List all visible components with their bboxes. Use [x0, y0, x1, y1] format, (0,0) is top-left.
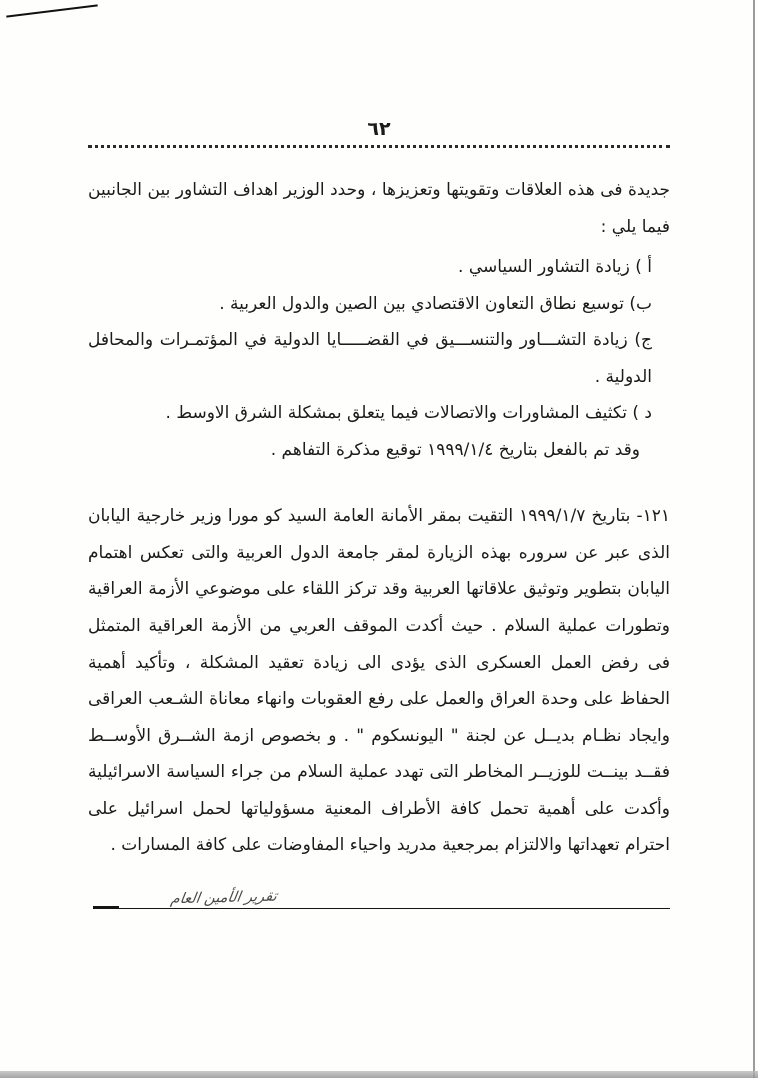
goals-list [88, 249, 670, 432]
handwritten-signature: تقرير الأمين العام [169, 888, 278, 908]
footer-rule [93, 908, 670, 909]
document-body [88, 172, 670, 864]
page-header [88, 118, 670, 148]
paragraph-intro: جديدة فى هذه العلاقات وتقويتها وتعزيزها ، وحدد الوزير اهداف التشاور بين الجانبين فيما يلي : [88, 180, 670, 237]
header-dotted-rule [88, 145, 670, 148]
list-item: ج) زيادة التشـــاور والتنســـيق في القضـــــايا الدولية في المؤتمـرات والمحافل الدولية . [88, 330, 652, 387]
memo-line: وقد تم بالفعل بتاريخ ١٩٩٩/١/٤ توقيع مذكرة التفاهم . [270, 439, 640, 460]
page-footer [93, 888, 670, 930]
list-item: ب) توسيع نطاق التعاون الاقتصادي بين الصين والدول العربية . [219, 293, 652, 314]
paragraph-121: ١٢١- بتاريخ ١٩٩٩/١/٧ التقيت بمقر الأمانة العامة السيد كو مورا وزير خارجية اليابان الذى عبر عن سروره بهذه الزيارة لمقر جامعة الدول العربية والتى تعكس اهتمام اليابان بتطوير وتوثيق علاقاتها العربية وقد تركز اللقاء على موضوعي الأزمة العراقية وتطورات عملية السلام . حيث أكدت الموقف العربي من الأزمة العراقية المتمثل فى رفض العمل العسكرى الذى يؤدى الى زيادة تعقيد المشكلة ، وتأكيد أهمية الحفاظ على وحدة العراق والعمل على رفع العقوبات وانهاء معاناة الشـعب العراقى وايجاد نظـام بديــل عن لجنة " اليونسكوم " . و بخصوص ازمة الشــرق الأوســط فقــد بينــت للوزيــر المخاطر التى تهدد عملية السلام من جراء السياسة الاسرائيلية وأكدت على أهمية تحمل كافة الأطراف المعنية مسؤولياتها لحمل اسرائيل على احترام تعهداتها والالتزام بمرجعية مدريد واحياء المفاوضات على كافة المسارات . [88, 506, 670, 856]
scan-artifact-bottom-band [0, 1071, 758, 1078]
list-item: أ ) زيادة التشاور السياسي . [458, 257, 652, 278]
list-item: د ) تكثيف المشاورات والاتصالات فيما يتعلق بمشكلة الشرق الاوسط . [165, 403, 652, 424]
scan-artifact-right-edge [753, 0, 755, 1078]
scan-artifact-corner [6, 4, 98, 17]
page-number: ٦٢ [367, 118, 391, 140]
